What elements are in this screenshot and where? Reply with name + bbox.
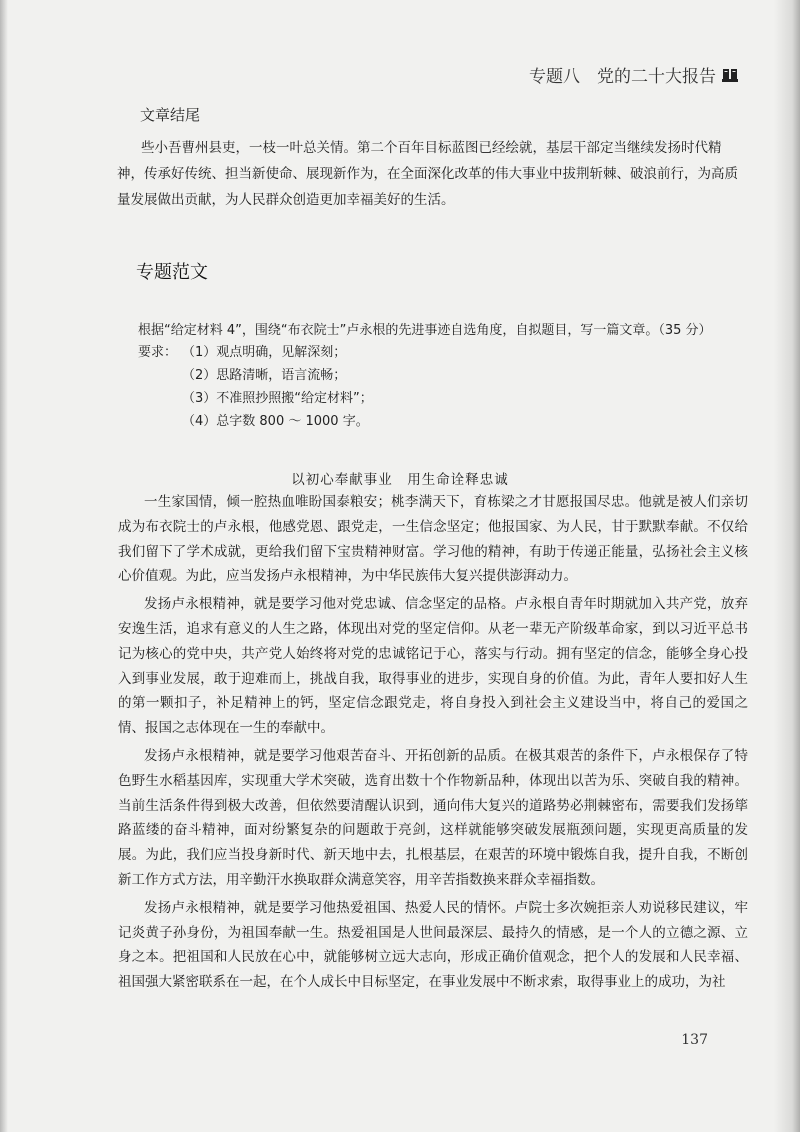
topic-heading: 专题范文: [136, 262, 208, 283]
ending-paragraph: 些小吾曹州县吏，一枝一叶总关情。第二个百年目标蓝图已经绘就，基层干部定当继续发扬时代精神，传承好传统、担当新使命、展现新作为，在全面深化改革的伟大事业中拔荆斩棘、破浪前行，为高质量发展做出贡献，为人民群众创造更加幸福美好的生活。: [117, 140, 738, 208]
requirement-text: （3）不准照抄照搬“给定材料”；: [182, 391, 373, 406]
running-header: [529, 62, 738, 87]
essay-paragraph: 一生家国情，倾一腔热血唯盼国泰粮安；桃李满天下，育栋梁之才甘愿报国尽忠。他就是被人们亲切成为布衣院士的卢永根，他感党恩、跟党走，一生信念坚定；他报国家、为人民，甘于默默奉献。不仅给我们留下了学术成就，更给我们留下宝贵精神财富。学习他的精神，有助于传递正能量，弘扬社会主义核心价值观。为此，应当发扬卢永根精神，为中华民族伟大复兴提供澎湃动力。: [118, 494, 748, 585]
ending-label: 文章结尾: [140, 106, 201, 124]
requirements-list: [138, 341, 373, 433]
requirement-text: （4）总字数 800 ～ 1000 字。: [182, 414, 369, 429]
scan-right-edge: [774, 0, 800, 1132]
essay-title: 以初心奉献事业 用生命诠释忠诚: [291, 472, 509, 488]
requirement-text: （1）观点明确，见解深刻；: [182, 345, 347, 360]
book-icon: [722, 68, 738, 82]
requirement-item: [138, 387, 373, 410]
essay-paragraph: 发扬卢永根精神，就是要学习他艰苦奋斗、开拓创新的品质。在极其艰苦的条件下，卢永根保存了特色野生水稻基因库，实现重大学术突破，选育出数十个作物新品种，体现出以苦为乐、突破自我的精神。当前生活条件得到极大改善，但依然要清醒认识到，通向伟大复兴的道路势必荆棘密布，需要我们发扬筚路蓝缕的奋斗精神，面对纷繁复杂的问题敢于亮剑，这样就能够突破发展瓶颈问题，实现更高质量的发展。为此，我们应当投身新时代、新天地中去，扎根基层，在艰苦的环境中锻炼自我，提升自我，不断创新工作方式方法，用辛勤汗水换取群众满意笑容，用辛苦指数换来群众幸福指数。: [118, 747, 748, 888]
requirement-text: （2）思路清晰，语言流畅；: [182, 368, 347, 383]
header-text: 专题八 党的二十大报告: [529, 67, 716, 87]
requirement-item: [138, 410, 373, 433]
essay-paragraph: 发扬卢永根精神，就是要学习他热爱祖国、热爱人民的情怀。卢院士多次婉拒亲人劝说移民建议，牢记炎黄子孙身份，为祖国奉献一生。热爱祖国是人世间最深层、最持久的情感，是一个人的立德之源、立身之本。把祖国和人民放在心中，就能够树立远大志向，形成正确价值观念，把个人的发展和人民幸福、祖国强大紧密联系在一起，在个人成长中目标坚定，在事业发展中不断求索，取得事业上的成功，为社: [118, 899, 748, 991]
requirement-item: [138, 341, 373, 364]
requirement-item: [138, 364, 373, 387]
requirements-label: 要求：: [138, 345, 178, 360]
page-number: 137: [681, 1032, 708, 1048]
scan-left-shadow: [0, 0, 8, 1132]
essay-body: [118, 490, 748, 998]
essay-prompt: 根据“给定材料 4”，围绕“布衣院士”卢永根的先进事迹自选角度，自拟题目，写一篇文章。（35 分）: [138, 323, 712, 338]
essay-paragraph: 发扬卢永根精神，就是要学习他对党忠诚、信念坚定的品格。卢永根自青年时期就加入共产党，放弃安逸生活，追求有意义的人生之路，体现出对党的坚定信仰。从老一辈无产阶级革命家，到以习近平总书记为核心的党中央，共产党人始终将对党的忠诚铭记于心，落实与行动。拥有坚定的信念，能够全身心投入到事业发展，敢于迎难而上，挑战自我，取得事业的进步，实现自身的价值。为此，青年人要扣好人生的第一颗扣子，补足精神上的钙，坚定信念跟党走，将自身投入到社会主义建设当中，将自己的爱国之情、报国之志体现在一生的奉献中。: [118, 596, 748, 737]
